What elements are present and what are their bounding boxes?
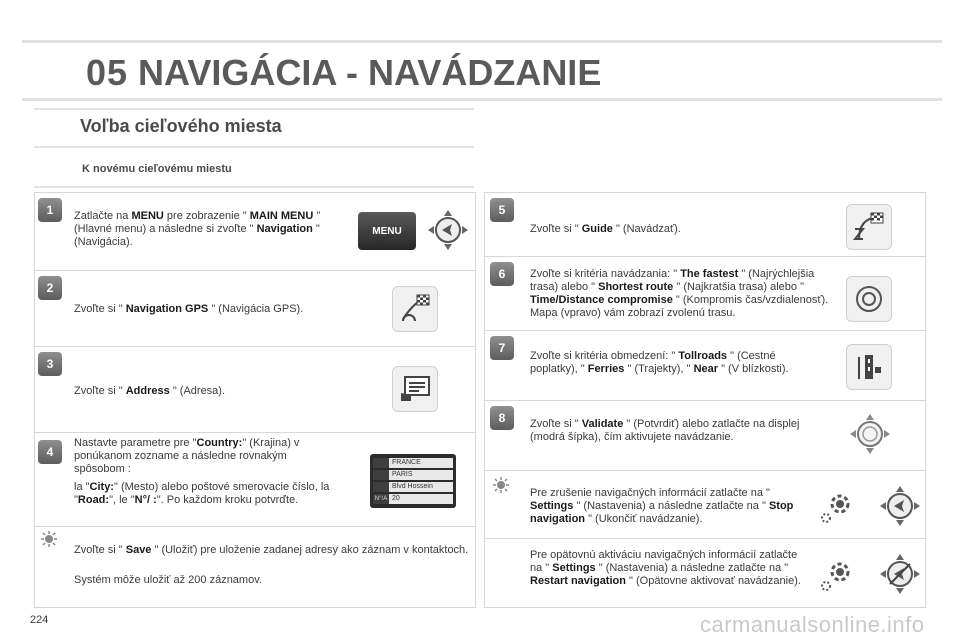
- country-row[interactable]: [373, 457, 453, 468]
- navigation-gps-icon[interactable]: [392, 286, 438, 332]
- row-separator: [484, 256, 926, 257]
- row-separator: [34, 270, 476, 271]
- step-text-3: Zvoľte si " Address " (Adresa).: [74, 385, 226, 397]
- step-text-4a: Nastavte parametre pre "Country:" (Krajina) v ponúkanom zozname a následne rovnakým spôsobom :: [74, 437, 300, 475]
- step-badge-4: 4: [38, 440, 62, 464]
- settings-gear-icon-2[interactable]: [816, 552, 860, 596]
- step-text-5: Zvoľte si " Guide " (Navádzať).: [530, 223, 681, 235]
- step-text-1: Zatlačte na MENU pre zobrazenie " MAIN MENU " (Hlavné menu) a následne si zvoľte " Navigation " (Navigácia).: [74, 210, 321, 248]
- step-text-6: Zvoľte si kritéria navádzania: " The fastest " (Najrýchlejšia trasa) alebo " Shortest route " (Najkratšia trasa) alebo " Time/Distance compromise " (Kompromis čas/vzdialenosť). Mapa (vpravo) vám zobrazí zvolenú trasu.: [530, 268, 829, 319]
- step-badge-3: 3: [38, 352, 62, 376]
- row-separator: [34, 526, 476, 527]
- tip-icon: [40, 530, 58, 553]
- route-criteria-icon[interactable]: [846, 276, 892, 322]
- road-row[interactable]: [373, 481, 453, 492]
- menu-button[interactable]: MENU: [358, 212, 416, 250]
- step-text-2: Zvoľte si " Navigation GPS " (Navigácia GPS).: [74, 303, 304, 315]
- header-band-top: [22, 40, 942, 43]
- stop-joystick-icon[interactable]: [876, 482, 924, 530]
- step-text-4b: la "City:" (Mesto) alebo poštové smerovacie číslo, la "Road:", le "N°/ :". Po každom kroku potvrďte.: [74, 481, 330, 506]
- guide-icon[interactable]: [846, 204, 892, 250]
- row-separator: [34, 346, 476, 347]
- country-list: [370, 454, 456, 508]
- country-row-label: [373, 458, 389, 468]
- row-separator: [484, 538, 926, 539]
- step-text-stop: Pre zrušenie navigačných informácií zatlačte na " Settings " (Nastavenia) a následne zatlačte na " Stop navigation " (Ukončiť navádzanie).: [530, 487, 794, 525]
- step-text-restart: Pre opätovnú aktiváciu navigačných informácií zatlačte na " Settings " (Nastavenia) a následne zatlačte na " Restart navigation " (Opätovne aktivovať navádzanie).: [530, 549, 801, 587]
- city-row[interactable]: [373, 469, 453, 480]
- settings-gear-icon[interactable]: [816, 484, 860, 528]
- step-badge-6: 6: [490, 262, 514, 286]
- country-row-value: FRANCE: [389, 458, 453, 468]
- restart-joystick-icon[interactable]: [876, 550, 924, 598]
- page-number: 224: [30, 614, 49, 626]
- row-separator: [484, 470, 926, 471]
- joystick-icon: [424, 206, 472, 254]
- row-separator: [484, 400, 926, 401]
- row-separator: [484, 330, 926, 331]
- watermark: carmanualsonline.info: [700, 612, 925, 637]
- step-badge-7: 7: [490, 336, 514, 360]
- city-row-label: [373, 470, 389, 480]
- section-subtitle: K novému cieľovému miestu: [82, 163, 232, 175]
- restrictions-icon[interactable]: [846, 344, 892, 390]
- step-badge-8: 8: [490, 406, 514, 430]
- address-icon[interactable]: [392, 366, 438, 412]
- step-badge-1: 1: [38, 198, 62, 222]
- number-row-value: 20: [389, 494, 453, 504]
- step-badge-5: 5: [490, 198, 514, 222]
- page-title: NAVIGÁCIA - NAVÁDZANIE: [138, 52, 602, 93]
- number-row[interactable]: [373, 493, 453, 504]
- step-text-save-note: Systém môže uložiť až 200 záznamov.: [74, 574, 262, 586]
- step-text-7: Zvoľte si kritéria obmedzení: " Tollroads " (Cestné poplatky), " Ferries " (Trajekty), " Near " (V blízkosti).: [530, 350, 789, 375]
- road-row-label: [373, 482, 389, 492]
- validate-joystick-icon[interactable]: [846, 410, 894, 458]
- step-text-8: Zvoľte si " Validate " (Potvrdiť) alebo zatlačte na displej (modrá šípka), čím aktivujete navádzanie.: [530, 418, 800, 443]
- road-row-value: Blvd Hossein: [389, 482, 453, 492]
- step-text-save: Zvoľte si " Save " (Uložiť) pre uloženie zadanej adresy ako záznam v kontaktoch.: [74, 544, 469, 556]
- city-row-value: PARIS: [389, 470, 453, 480]
- header-band-bottom: [22, 98, 942, 101]
- tip-icon: [492, 476, 510, 499]
- section-title: Voľba cieľového miesta: [80, 116, 282, 136]
- chapter-number: 05: [86, 52, 129, 93]
- number-row-label: N°/A: [374, 495, 388, 502]
- row-separator: [34, 432, 476, 433]
- step-badge-2: 2: [38, 276, 62, 300]
